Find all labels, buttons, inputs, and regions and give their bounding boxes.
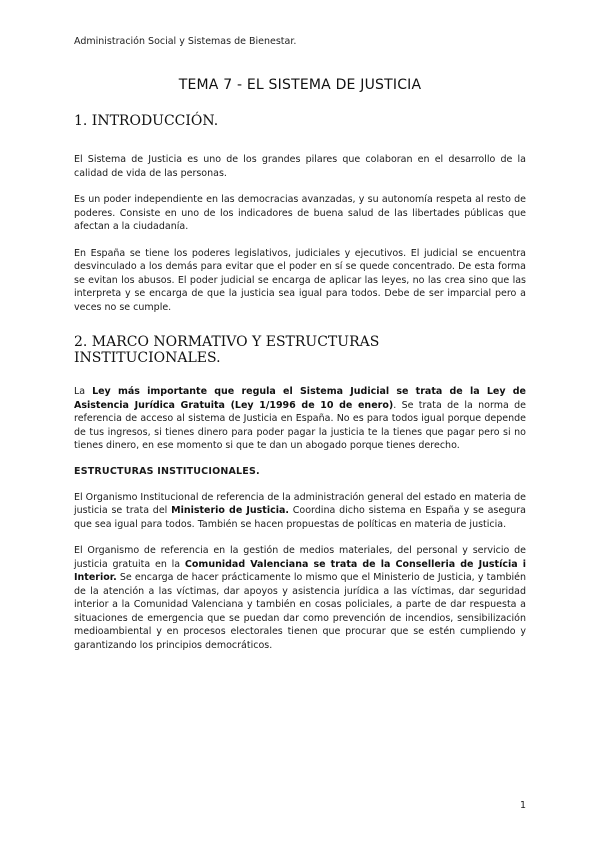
- text-run: El Organismo Institucional de referencia de la administración general del estado en materia de justicia se trata del: [74, 491, 526, 516]
- text-run: . Se trata de la norma de referencia de acceso al sistema de Justicia en España. No es para todos igual porque depende de tus ingresos, si tienes dinero para poder pagar la justicia te la tienes que pagar pero si no tienes dinero, en ese momento si que te dan un abogado porque tienes derecho.: [74, 399, 526, 451]
- marco-paragraph-ministerio: [74, 491, 526, 532]
- bold-run-ministerio: Ministerio de Justicia.: [171, 505, 289, 516]
- marco-paragraph-ley: [74, 385, 526, 453]
- document-title: TEMA 7 - EL SISTEMA DE JUSTICIA: [178, 77, 422, 93]
- running-header: Administración Social y Sistemas de Bienestar.: [74, 36, 297, 47]
- text-run: Coordina dicho sistema en España y se asegura que sea igual para todos. También se hacen propuestas de políticas en materia de justicia.: [74, 505, 527, 530]
- document-body: [74, 108, 526, 665]
- text-run: Se encarga de hacer prácticamente lo mismo que el Ministerio de Justicia, y también de la atención a las víctimas, dar apoyos y asistencia jurídica a las víctimas, dar seguridad interior a la Comunidad Valenciana y también en cosas policiales, a parte de dar respuesta a situaciones de emergencia que se puedan dar como prevención de incendios, sensibilización medioambiental y en procesos electorales tienen que procurar que se estén cumpliendo y garantizando los principios democráticos.: [74, 572, 526, 651]
- intro-paragraph-2: Es un poder independiente en las democracias avanzadas, y su autonomía respeta al resto de poderes. Consiste en uno de los indicadores de buena salud de las libertades públicas que afectan a la ciudadanía.: [74, 194, 526, 232]
- bold-run-ley: Ley más importante que regula el Sistema Judicial se trata de la Ley de Asistencia Jurídica Gratuita (Ley 1/1996 de 10 de enero): [74, 386, 526, 411]
- bold-run-conselleria: Comunidad Valenciana se trata de la Conselleria de Justícia i Interior.: [74, 558, 526, 583]
- intro-paragraph-1: El Sistema de Justicia es uno de los grandes pilares que colaboran en el desarrollo de la calidad de vida de las personas.: [74, 154, 526, 179]
- marco-paragraph-conselleria: [74, 544, 526, 652]
- intro-paragraph-3: En España se tiene los poderes legislativos, judiciales y ejecutivos. El judicial se encuentra desvinculado a los demás para evitar que el poder en sí se quede concentrado. De esta forma se evitan los abusos. El poder judicial se encarga de aplicar las leyes, no las crea sino que las interpreta y se encarga de que la justicia sea igual para todos. Debe de ser imparcial pero a veces no se cumple.: [74, 247, 526, 313]
- text-run: El Organismo de referencia en la gestión de medios materiales, del personal y servicio de justicia gratuita en la: [74, 545, 526, 570]
- page-number: 1: [520, 800, 527, 811]
- section-heading-introduccion: 1. INTRODUCCIÓN.: [74, 113, 219, 129]
- section-heading-marco-normativo: 2. MARCO NORMATIVO Y ESTRUCTURAS INSTITUCIONALES.: [74, 334, 380, 366]
- text-run: La: [74, 386, 93, 397]
- subheading-estructuras: ESTRUCTURAS INSTITUCIONALES.: [74, 465, 260, 477]
